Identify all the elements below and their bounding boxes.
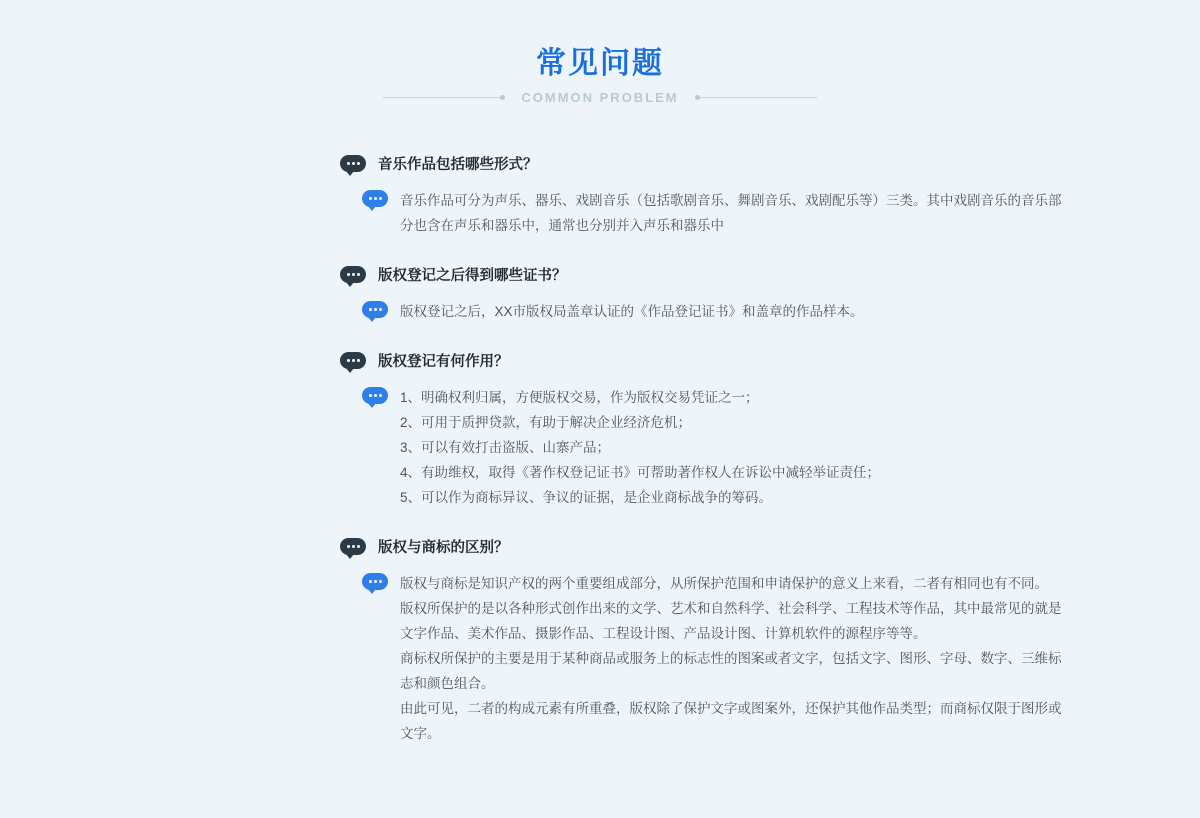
- faq-question-row[interactable]: [340, 153, 1100, 176]
- faq-answer-line: 文字。: [400, 726, 441, 741]
- faq-answer-text: [400, 299, 864, 324]
- faq-answer-line: 商标权所保护的主要是用于某种商品或服务上的标志性的图案或者文字，包括文字、图形、字母、数字、三维标: [400, 651, 1062, 666]
- faq-answer-row: [340, 571, 1100, 746]
- chat-bubble-dark-icon: [340, 266, 366, 283]
- faq-answer-line: 2、可用于质押贷款，有助于解决企业经济危机；: [400, 415, 692, 430]
- faq-question-row[interactable]: [340, 350, 1100, 373]
- divider-left: [383, 97, 503, 98]
- chat-bubble-dark-icon: [340, 352, 366, 369]
- faq-answer-line: 志和颜色组合。: [400, 676, 495, 691]
- divider-right: [697, 97, 817, 98]
- faq-answer-text: [400, 571, 1062, 746]
- faq-item: [340, 153, 1100, 238]
- faq-answer-row: [340, 385, 1100, 510]
- faq-question-row[interactable]: [340, 264, 1100, 287]
- faq-answer-line: 音乐作品可分为声乐、器乐、戏剧音乐（包括歌剧音乐、舞剧音乐、戏剧配乐等）三类。其中戏剧音乐的音乐部: [400, 193, 1062, 208]
- faq-answer-line: 分也含在声乐和器乐中，通常也分别并入声乐和器乐中: [400, 218, 724, 233]
- faq-question-row[interactable]: [340, 536, 1100, 559]
- page-subtitle: COMMON PROBLEM: [521, 90, 679, 105]
- faq-answer-text: [400, 188, 1062, 238]
- page-header: [0, 0, 1200, 105]
- faq-answer-row: [340, 299, 1100, 324]
- page-subtitle-row: [0, 90, 1200, 105]
- faq-answer-line: 版权与商标是知识产权的两个重要组成部分，从所保护范围和申请保护的意义上来看，二者有相同也有不同。: [400, 576, 1048, 591]
- faq-answer-line: 文字作品、美术作品、摄影作品、工程设计图、产品设计图、计算机软件的源程序等等。: [400, 626, 927, 641]
- faq-answer-text: [400, 385, 880, 510]
- faq-question-text: 版权登记之后得到哪些证书？: [378, 268, 567, 284]
- faq-item: [340, 350, 1100, 510]
- faq-answer-row: [340, 188, 1100, 238]
- chat-bubble-blue-icon: [362, 301, 388, 318]
- faq-answer-line: 由此可见，二者的构成元素有所重叠，版权除了保护文字或图案外，还保护其他作品类型；而商标仅限于图形或: [400, 701, 1062, 716]
- faq-item: [340, 264, 1100, 324]
- chat-bubble-blue-icon: [362, 387, 388, 404]
- faq-question-text: 版权与商标的区别？: [378, 540, 509, 556]
- faq-answer-line: 1、明确权利归属，方便版权交易，作为版权交易凭证之一；: [400, 390, 759, 405]
- faq-item: [340, 536, 1100, 746]
- chat-bubble-dark-icon: [340, 155, 366, 172]
- faq-answer-line: 版权登记之后，XX市版权局盖章认证的《作品登记证书》和盖章的作品样本。: [400, 304, 864, 319]
- faq-answer-line: 版权所保护的是以各种形式创作出来的文学、艺术和自然科学、社会科学、工程技术等作品，其中最常见的就是: [400, 601, 1062, 616]
- faq-answer-line: 3、可以有效打击盗版、山寨产品；: [400, 440, 611, 455]
- faq-answer-line: 4、有助维权，取得《著作权登记证书》可帮助著作权人在诉讼中减轻举证责任；: [400, 465, 881, 480]
- faq-question-text: 版权登记有何作用？: [378, 354, 509, 370]
- faq-list: [100, 153, 1100, 746]
- chat-bubble-blue-icon: [362, 573, 388, 590]
- faq-question-text: 音乐作品包括哪些形式？: [378, 157, 538, 173]
- page-title: 常见问题: [536, 47, 664, 80]
- faq-answer-line: 5、可以作为商标异议、争议的证据，是企业商标战争的筹码。: [400, 490, 773, 505]
- chat-bubble-dark-icon: [340, 538, 366, 555]
- chat-bubble-blue-icon: [362, 190, 388, 207]
